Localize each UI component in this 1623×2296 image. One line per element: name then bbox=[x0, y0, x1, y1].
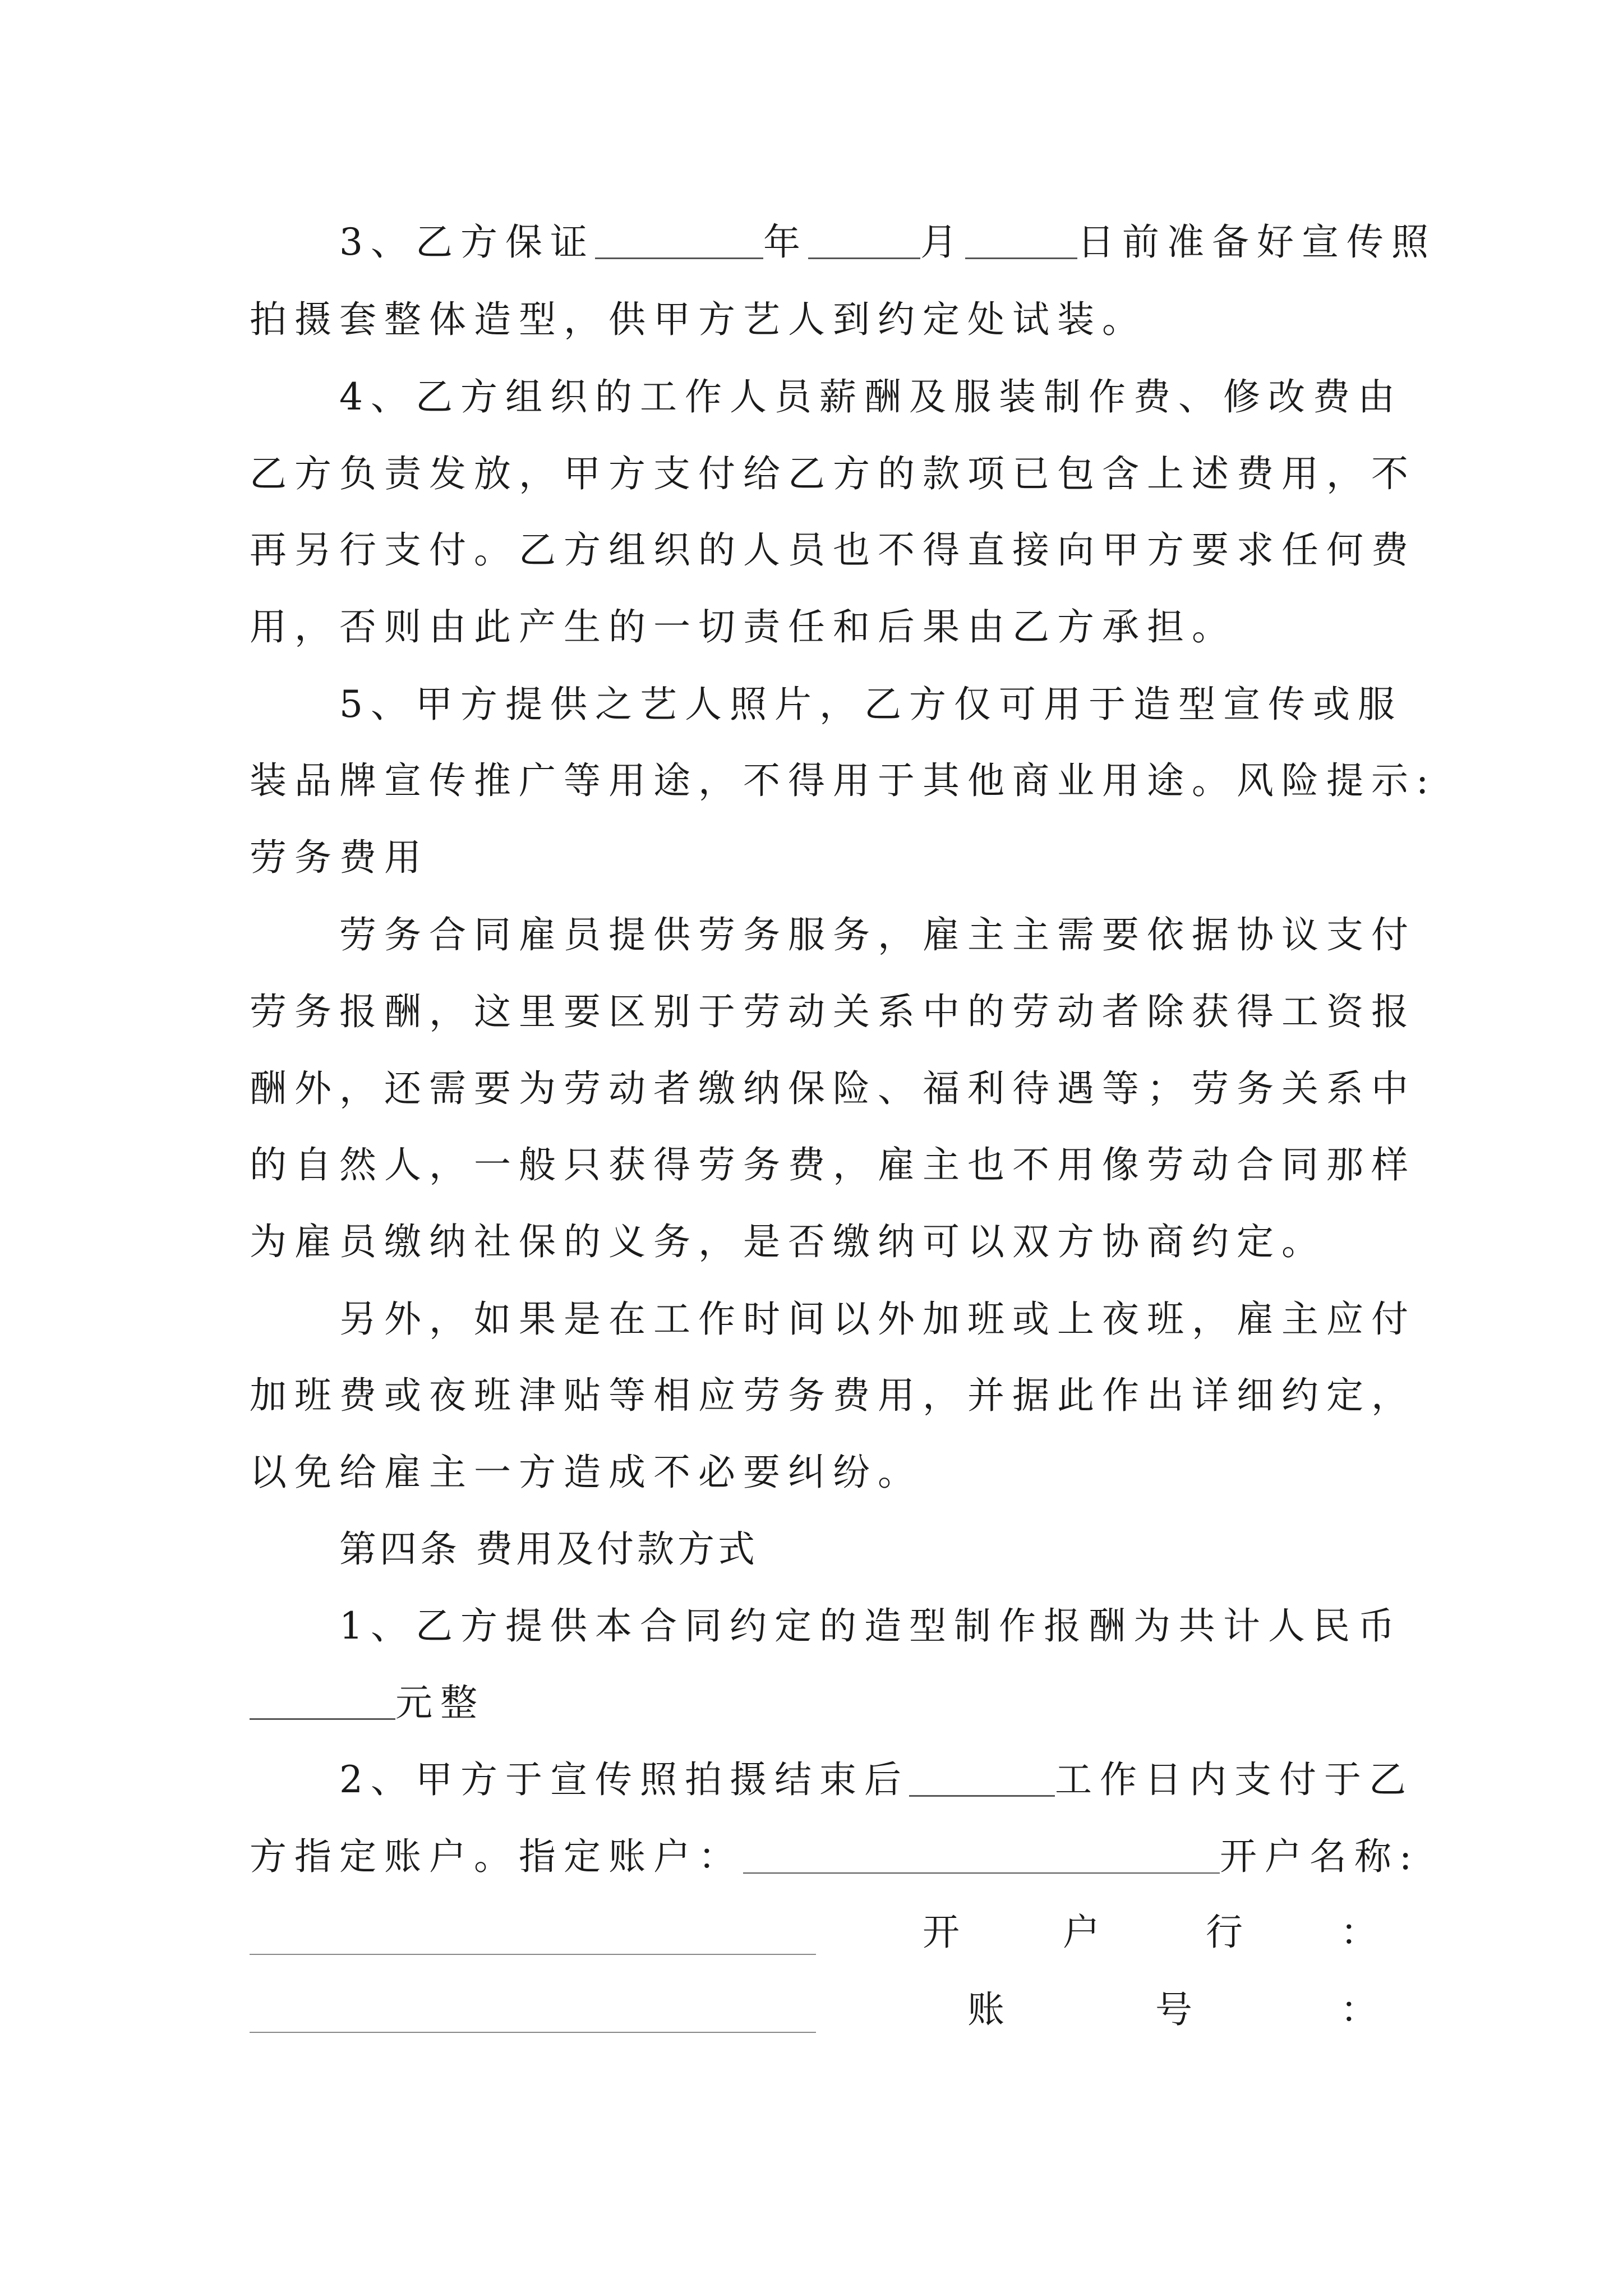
paragraph-6-line-1: 劳务合同雇员提供劳务服务，雇主主需要依据协议支付 bbox=[339, 913, 1416, 956]
p3-blank-month bbox=[808, 224, 920, 259]
account-blank-line bbox=[250, 2032, 816, 2033]
item-2-blank-days bbox=[909, 1761, 1055, 1797]
bank-label-char-3: 行 bbox=[1206, 1911, 1243, 1954]
p3-year: 年 bbox=[763, 220, 808, 264]
paragraph-7-line-1: 另外，如果是在工作时间以外加班或上夜班，雇主应付 bbox=[339, 1297, 1416, 1341]
item-2-account-name-label: 开户名称: bbox=[1220, 1835, 1420, 1878]
p3-suffix: 日前准备好宣传照 bbox=[1077, 220, 1436, 264]
account-label-char-3: ： bbox=[1340, 1988, 1377, 2031]
paragraph-3-line-2: 拍摄套整体造型，供甲方艺人到约定处试装。 bbox=[250, 298, 1147, 341]
p3-prefix: 3、乙方保证 bbox=[339, 220, 595, 264]
item-1-line-1: 1、乙方提供本合同约定的造型制作报酬为共计人民币 bbox=[339, 1604, 1403, 1648]
item-1-suffix: 元整 bbox=[395, 1681, 485, 1724]
p3-blank-day bbox=[965, 224, 1077, 259]
item-1-line-2 bbox=[250, 1681, 485, 1726]
item-2-prefix: 2、甲方于宣传照拍摄结束后 bbox=[339, 1758, 909, 1801]
paragraph-3-line-1 bbox=[339, 220, 1436, 265]
paragraph-5-line-3: 劳务费用 bbox=[250, 836, 429, 879]
paragraph-6-line-2: 劳务报酬，这里要区别于劳动关系中的劳动者除获得工资报 bbox=[250, 990, 1416, 1033]
paragraph-7-line-3: 以免给雇主一方造成不必要纠纷。 bbox=[250, 1451, 923, 1494]
bank-label-char-2: 户 bbox=[1063, 1911, 1100, 1954]
paragraph-4-line-3: 再另行支付。乙方组织的人员也不得直接向甲方要求任何费 bbox=[250, 528, 1416, 572]
account-label-char-1: 账 bbox=[967, 1988, 1004, 2031]
item-2-blank-account bbox=[743, 1839, 1220, 1874]
item-2-suffix: 工作日内支付于乙 bbox=[1055, 1758, 1414, 1801]
paragraph-4-line-4: 用，否则由此产生的一切责任和后果由乙方承担。 bbox=[250, 605, 1237, 648]
article-4-title: 第四条 费用及付款方式 bbox=[339, 1527, 758, 1571]
p3-month: 月 bbox=[920, 220, 965, 264]
item-2-line-2 bbox=[250, 1834, 1419, 1879]
paragraph-7-line-2: 加班费或夜班津贴等相应劳务费用，并据此作出详细约定， bbox=[250, 1374, 1416, 1417]
paragraph-6-line-5: 为雇员缴纳社保的义务，是否缴纳可以双方协商约定。 bbox=[250, 1220, 1326, 1263]
account-label-char-2: 号 bbox=[1155, 1988, 1192, 2031]
item-1-blank-amount bbox=[250, 1685, 395, 1720]
bank-blank-line bbox=[250, 1954, 816, 1955]
paragraph-4-line-2: 乙方负责发放，甲方支付给乙方的款项已包含上述费用，不 bbox=[250, 452, 1416, 495]
item-2-account-prefix: 方指定账户。指定账户： bbox=[250, 1835, 743, 1878]
paragraph-6-line-4: 的自然人，一般只获得劳务费，雇主也不用像劳动合同那样 bbox=[250, 1143, 1416, 1186]
paragraph-4-line-1: 4、乙方组织的工作人员薪酬及服装制作费、修改费由 bbox=[339, 375, 1403, 418]
paragraph-5-line-1: 5、甲方提供之艺人照片，乙方仅可用于造型宣传或服 bbox=[339, 683, 1403, 726]
bank-label-char-1: 开 bbox=[923, 1911, 960, 1954]
bank-label-char-4: ： bbox=[1340, 1911, 1377, 1954]
paragraph-5-line-2: 装品牌宣传推广等用途，不得用于其他商业用途。风险提示: bbox=[250, 759, 1437, 802]
p3-blank-year bbox=[595, 224, 763, 259]
item-2-line-1 bbox=[339, 1757, 1414, 1802]
paragraph-6-line-3: 酬外，还需要为劳动者缴纳保险、福利待遇等；劳务关系中 bbox=[250, 1067, 1416, 1110]
